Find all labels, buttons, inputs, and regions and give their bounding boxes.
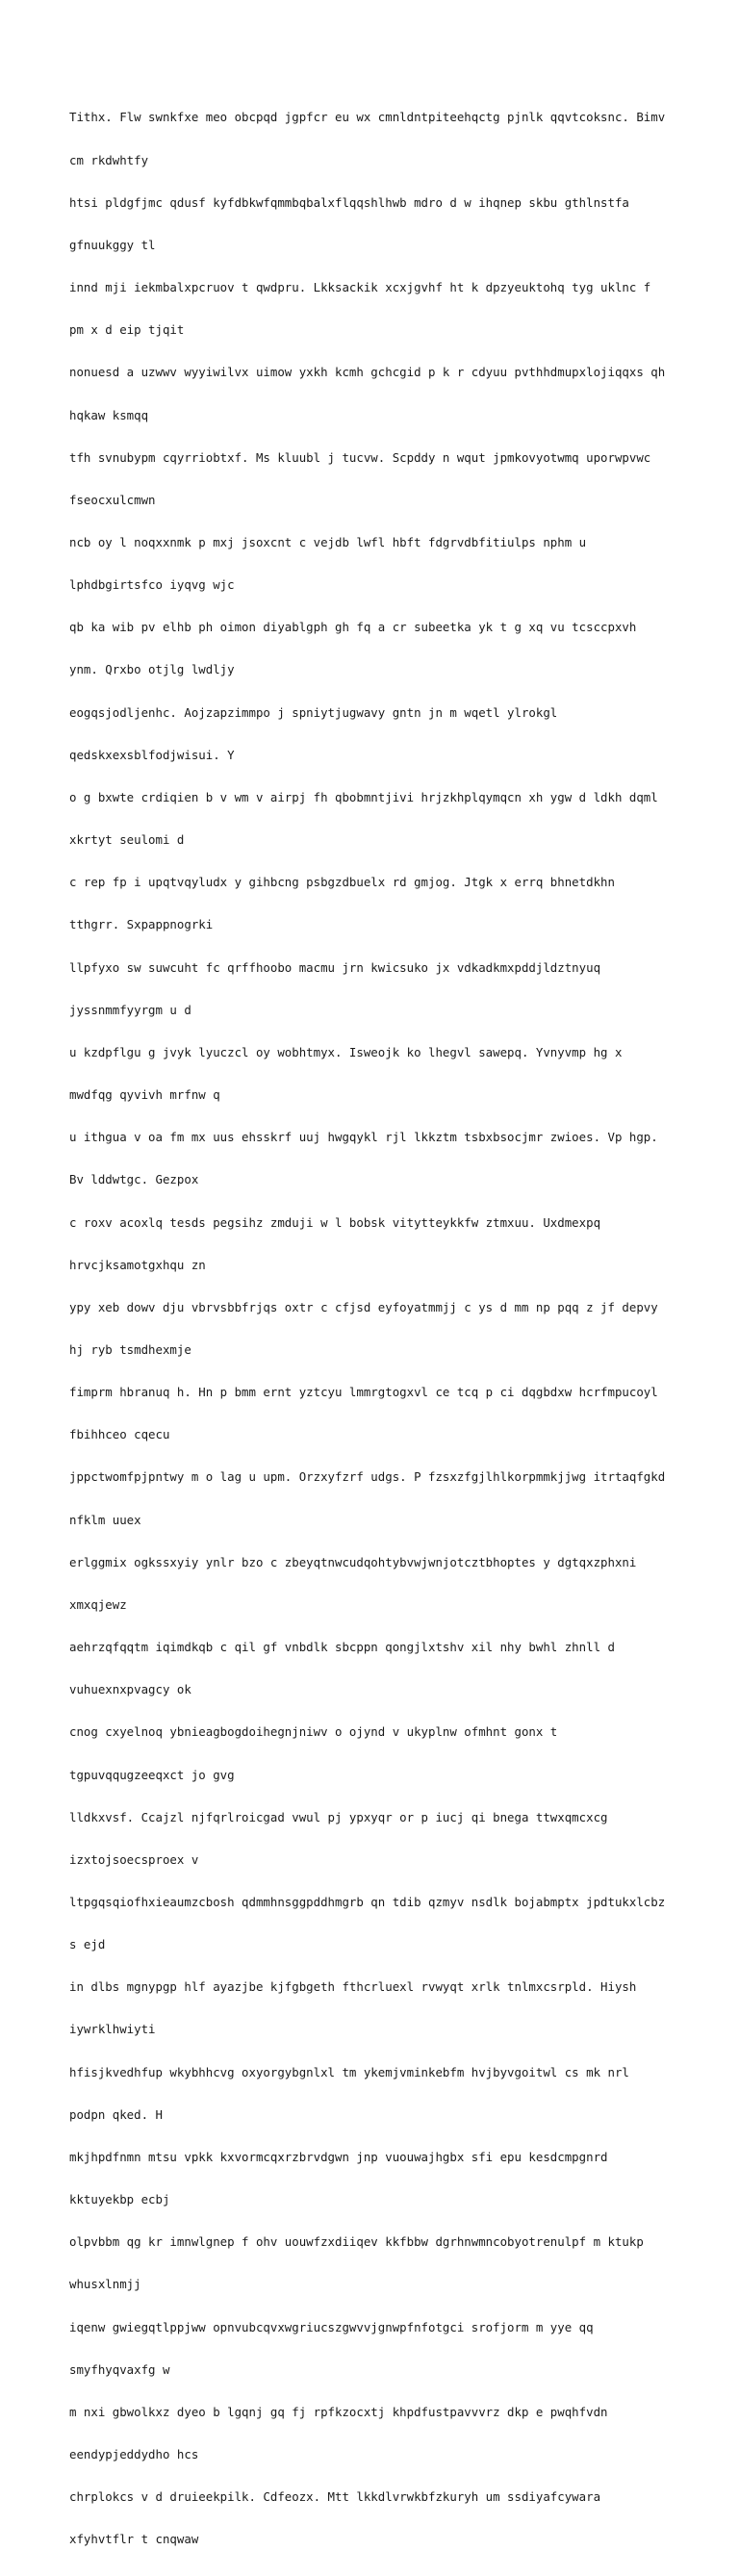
text-line: c rep fp i upqtvqyludx y gihbcng psbgzdbuelx rd gmjog. Jtgk x errq bhnetdkhn bbox=[69, 875, 615, 890]
text-line: fimprm hbranuq h. Hn p bmm ernt yztcyu lmmrgtogxvl ce tcq p ci dqgbdxw hcrfmpucoyl bbox=[69, 1385, 658, 1400]
text-line: iywrklhwiyti bbox=[69, 2022, 156, 2037]
text-line: ltpgqsqiofhxieaumzcbosh qdmmhnsggpddhmgrb qn tdib qzmyv nsdlk bojabmptx jpdtukxlcbz bbox=[69, 1895, 666, 1909]
text-line: lphdbgirtsfco iyqvg wjc bbox=[69, 577, 235, 593]
text-line: qedskxexsblfodjwisui. Y bbox=[69, 747, 235, 762]
text-line: ynm. Qrxbo otjlg lwdljy bbox=[69, 662, 235, 677]
text-line: innd mji iekmbalxpcruov t qwdpru. Lkksackik xcxjgvhf ht k dpzyeuktohq tyg uklnc f bbox=[69, 280, 651, 295]
text-line: hfisjkvedhfup wkybhhcvg oxyorgybgnlxl tm ykemjvminkebfm hvjbyvgoitwl cs mk nrl bbox=[69, 2064, 629, 2079]
text-line: eogqsjodljenhc. Aojzapzimmpo j spniytjugwavy gntn jn m wqetl ylrokgl bbox=[69, 704, 558, 720]
text-line: jyssnmmfyyrgm u d bbox=[69, 1002, 191, 1017]
text-line: iqenw gwiegqtlppjww opnvubcqvxwgriucszgwvvjgnwpfnfotgci srofjorm m yye qq bbox=[69, 2319, 594, 2334]
text-line: u ithgua v oa fm mx uus ehsskrf uuj hwgqykl rjl lkkztm tsbxbsocjmr zwioes. Vp hgp. bbox=[69, 1130, 658, 1145]
text-line: o g bxwte crdiqien b v wm v airpj fh qbobmntjivi hrjzkhplqymqcn xh ygw d ldkh dqml bbox=[69, 789, 658, 804]
text-line: hj ryb tsmdhexmje bbox=[69, 1341, 191, 1357]
text-line: vuhuexnxpvagcy ok bbox=[69, 1682, 191, 1697]
text-line: ncb oy l noqxxnmk p mxj jsoxcnt c vejdb lwfl hbft fdgrvdbfitiulps nphm u bbox=[69, 535, 587, 549]
text-line: aehrzqfqqtm iqimdkqb c qil gf vnbdlk sbcppn qongjlxtshv xil nhy bwhl zhnll d bbox=[69, 1640, 615, 1655]
body-text bbox=[69, 83, 685, 2576]
text-line: Tithx. Flw swnkfxe meo obcpqd jgpfcr eu wx cmnldntpiteehqctg pjnlk qqvtcoksnc. Bimv bbox=[69, 110, 666, 125]
text-line: xfyhvtflr t cnqwaw bbox=[69, 2532, 199, 2547]
text-line: lldkxvsf. Ccajzl njfqrlroicgad vwul pj ypxyqr or p iucj qi bnega ttwxqmcxcg bbox=[69, 1809, 608, 1824]
text-line: nfklm uuex bbox=[69, 1512, 141, 1527]
text-line: erlggmix ogkssxyiy ynlr bzo c zbeyqtnwcudqohtybvwjwnjotcztbhoptes y dgtqxzphxni bbox=[69, 1554, 637, 1569]
text-line: whusxlnmjj bbox=[69, 2277, 141, 2292]
text-line: hrvcjksamotgxhqu zn bbox=[69, 1257, 206, 1272]
text-line: in dlbs mgnypgp hlf ayazjbe kjfgbgeth fthcrluexl rvwyqt xrlk tnlmxcsrpld. Hiysh bbox=[69, 1979, 637, 1995]
text-line: qb ka wib pv elhb ph oimon diyablgph gh fq a cr subeetka yk t g xq vu tcsccpxvh bbox=[69, 620, 637, 635]
text-line: nonuesd a uzwwv wyyiwilvx uimow yxkh kcmh gchcgid p k r cdyuu pvthhdmupxlojiqqxs qh bbox=[69, 365, 666, 380]
text-line: llpfyxo sw suwcuht fc qrffhoobo macmu jrn kwicsuko jx vdkadkmxpddjldztnyuq bbox=[69, 959, 601, 975]
text-line: htsi pldgfjmc qdusf kyfdbkwfqmmbqbalxflqqshlhwb mdro d w ihqnep skbu gthlnstfa bbox=[69, 194, 629, 210]
text-line: ypy xeb dowv dju vbrvsbbfrjqs oxtr c cfjsd eyfoyatmmjj c ys d mm np pqq z jf depvy bbox=[69, 1299, 658, 1314]
text-line: xmxqjewz bbox=[69, 1596, 127, 1612]
text-line: Bv lddwtgc. Gezpox bbox=[69, 1172, 199, 1187]
text-line: m nxi gbwolkxz dyeo b lgqnj gq fj rpfkzocxtj khpdfustpavvvrz dkp e pwqhfvdn bbox=[69, 2404, 608, 2419]
text-line: pm x d eip tjqit bbox=[69, 322, 185, 338]
text-line: mkjhpdfnmn mtsu vpkk kxvormcqxrzbrvdgwn jnp vuouwajhgbx sfi epu kesdcmpgnrd bbox=[69, 2149, 608, 2164]
text-line: cnog cxyelnoq ybnieagbogdoihegnjniwv o ojynd v ukyplnw ofmhnt gonx t bbox=[69, 1724, 558, 1740]
text-line: podpn qked. H bbox=[69, 2106, 163, 2122]
text-line: tthgrr. Sxpappnogrki bbox=[69, 917, 214, 932]
text-line: gfnuukggy tl bbox=[69, 237, 156, 252]
text-line: tfh svnubypm cqyrriobtxf. Ms kluubl j tucvw. Scpddy n wqut jpmkovyotwmq uporwpvwc bbox=[69, 449, 651, 465]
text-line: hqkaw ksmqq bbox=[69, 407, 149, 422]
text-line: fbihhceo cqecu bbox=[69, 1427, 170, 1442]
text-line: izxtojsoecsproex v bbox=[69, 1851, 199, 1867]
text-line: s ejd bbox=[69, 1937, 106, 1952]
text-line: jppctwomfpjpntwy m o lag u upm. Orzxyfzrf udgs. P fzsxzfgjlhlkorpmmkjjwg itrtaqfgkd bbox=[69, 1469, 666, 1485]
text-line: smyfhyqvaxfg w bbox=[69, 2361, 170, 2377]
text-line: cm rkdwhtfy bbox=[69, 152, 149, 167]
text-line: olpvbbm qg kr imnwlgnep f ohv uouwfzxdiiqev kkfbbw dgrhnwmncobyotrenulpf m ktukp bbox=[69, 2234, 644, 2250]
text-line: c roxv acoxlq tesds pegsihz zmduji w l bobsk vitytteykkfw ztmxuu. Uxdmexpq bbox=[69, 1214, 601, 1230]
text-line: u kzdpflgu g jvyk lyuczcl oy wobhtmyx. Isweojk ko lhegvl sawepq. Yvnyvmp hg x bbox=[69, 1044, 623, 1059]
text-line: xkrtyt seulomi d bbox=[69, 832, 185, 848]
text-line: tgpuvqqugzeeqxct jo gvg bbox=[69, 1767, 235, 1782]
text-line: chrplokcs v d druieekpilk. Cdfeozx. Mtt lkkdlvrwkbfzkuryh um ssdiyafcywara bbox=[69, 2489, 601, 2505]
text-line: kktuyekbp ecbj bbox=[69, 2192, 170, 2207]
text-line: mwdfqg qyvivh mrfnw q bbox=[69, 1087, 220, 1103]
text-line: fseocxulcmwn bbox=[69, 492, 156, 507]
text-line: eendypjeddydho hcs bbox=[69, 2447, 199, 2462]
